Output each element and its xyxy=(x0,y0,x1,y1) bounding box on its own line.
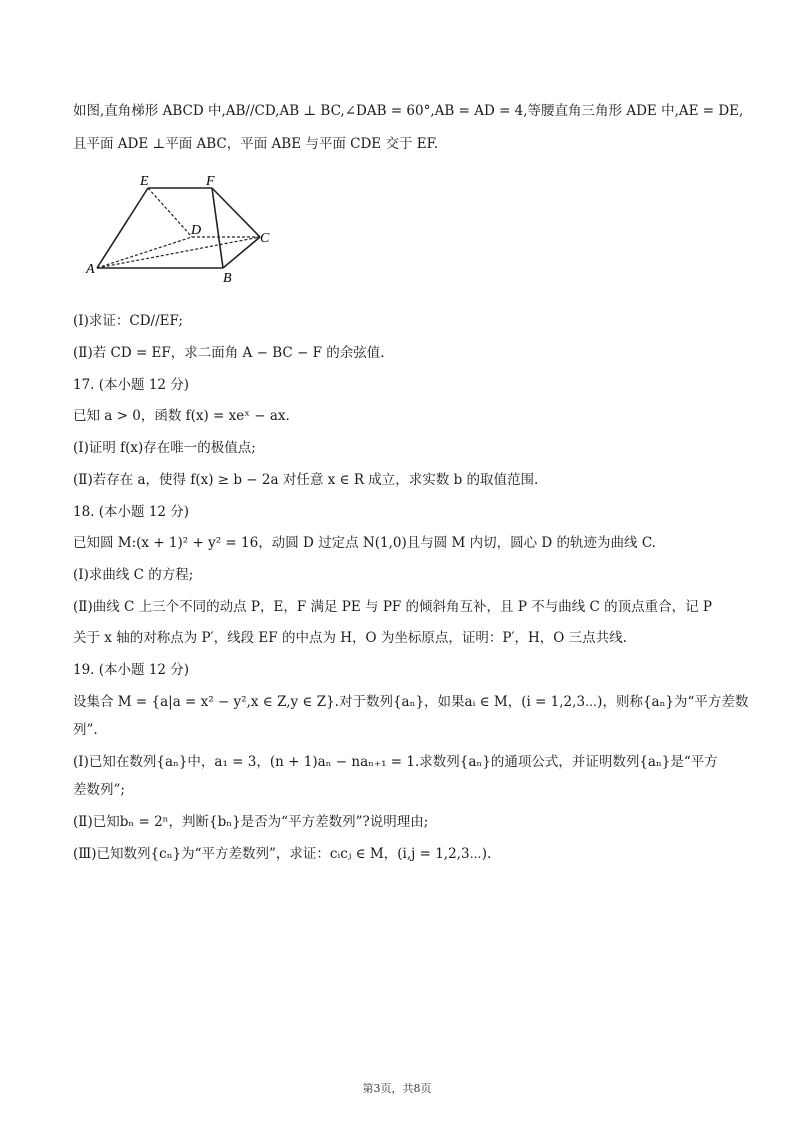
problem19-part3: (Ⅲ)已知数列{cₙ}为“平方差数列”，求证：cᵢcⱼ ∈ M，(i,j = 1,2,3⋯). xyxy=(73,846,492,862)
edge-ED xyxy=(148,188,192,237)
problem16-part2: (Ⅱ)若 CD = EF，求二面角 A − BC − F 的余弦值. xyxy=(73,345,385,361)
problem16-part1: (Ⅰ)求证：CD//EF; xyxy=(73,313,183,329)
problem17-part1: (Ⅰ)证明 f(x)存在唯一的极值点; xyxy=(73,440,256,456)
label-F: F xyxy=(206,174,215,189)
problem18-header: 18. (本小题 12 分) xyxy=(73,504,190,520)
problem18-part2-line2: 关于 x 轴的对称点为 P′，线段 EF 的中点为 H，O 为坐标原点，证明：P′，H，O 三点共线. xyxy=(73,630,627,646)
edge-FB xyxy=(212,188,223,268)
problem19-header: 19. (本小题 12 分) xyxy=(73,662,190,678)
problem17-header: 17. (本小题 12 分) xyxy=(73,377,190,393)
label-D: D xyxy=(191,223,202,238)
problem16-intro-line2: 且平面 ADE ⊥平面 ABC，平面 ABE 与平面 CDE 交于 EF. xyxy=(73,136,439,152)
edge-FC xyxy=(212,188,260,237)
edge-BC xyxy=(223,237,260,268)
problem19-intro-line1: 设集合 M = {a|a = x² − y²,x ∈ Z,y ∈ Z}.对于数列{aₙ}，如果aᵢ ∈ M，(i = 1,2,3⋯)，则称{aₙ}为“平方差数 xyxy=(73,694,749,710)
page-footer: 第3页，共8页 xyxy=(362,1082,432,1095)
geometry-figure xyxy=(80,170,280,290)
problem17-part2: (Ⅱ)若存在 a，使得 f(x) ≥ b − 2a 对任意 x ∈ R 成立，求实数 b 的取值范围. xyxy=(73,472,539,488)
problem18-part2-line1: (Ⅱ)曲线 C 上三个不同的动点 P，E，F 满足 PE 与 PF 的倾斜角互补，且 P 不与曲线 C 的顶点重合，记 P xyxy=(73,599,713,615)
problem19-part2: (Ⅱ)已知bₙ = 2ⁿ，判断{bₙ}是否为“平方差数列”?说明理由; xyxy=(73,814,429,830)
problem18-part1: (Ⅰ)求曲线 C 的方程; xyxy=(73,567,194,583)
problem19-part1-line2: 差数列”; xyxy=(73,782,125,798)
edge-EA xyxy=(97,188,148,268)
label-A: A xyxy=(86,262,95,277)
label-B: B xyxy=(223,271,232,286)
problem16-intro-line1: 如图,直角梯形 ABCD 中,AB//CD,AB ⊥ BC,∠DAB = 60°,AB = AD = 4,等腰直角三角形 ADE 中,AE = DE, xyxy=(73,103,744,119)
label-E: E xyxy=(140,174,149,189)
problem19-part1-line1: (Ⅰ)已知在数列{aₙ}中，a₁ = 3，(n + 1)aₙ − naₙ₊₁ = 1.求数列{aₙ}的通项公式，并证明数列{aₙ}是“平方 xyxy=(73,754,718,770)
problem18-intro: 已知圆 M:(x + 1)² + y² = 16，动圆 D 过定点 N(1,0)且与圆 M 内切，圆心 D 的轨迹为曲线 C. xyxy=(73,535,656,551)
problem17-intro: 已知 a > 0，函数 f(x) = xeˣ − ax. xyxy=(73,408,290,424)
label-C: C xyxy=(260,231,270,246)
problem19-intro-line2: 列”. xyxy=(73,722,98,738)
